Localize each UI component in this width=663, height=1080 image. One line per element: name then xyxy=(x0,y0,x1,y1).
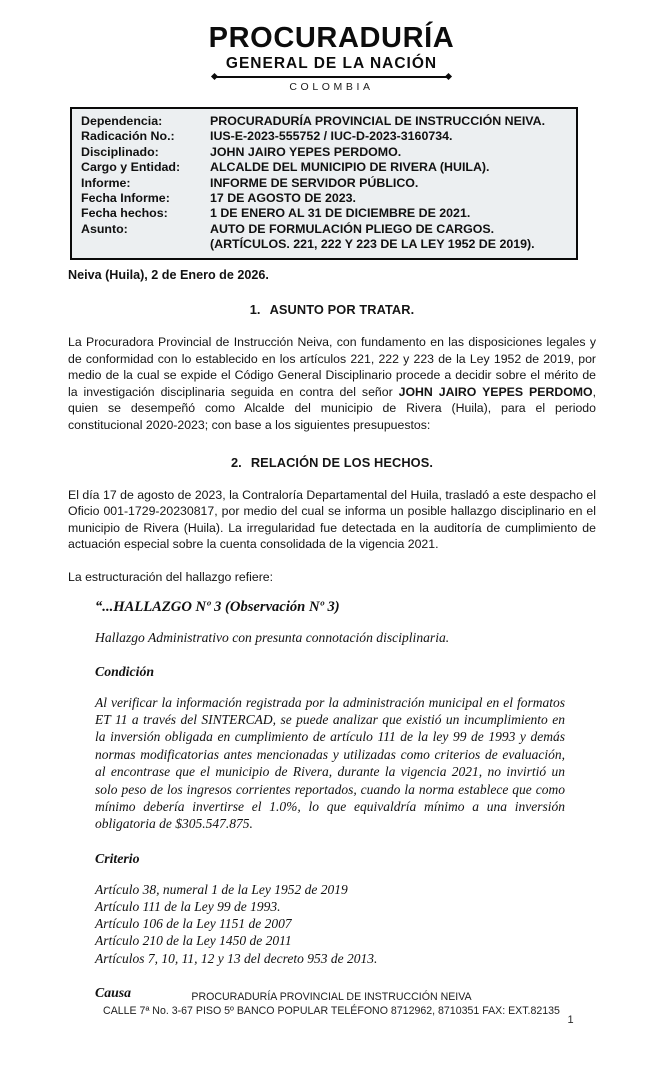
disciplinado-name: JOHN JAIRO YEPES PERDOMO xyxy=(398,384,593,399)
info-row-asunto-continuation xyxy=(81,237,569,252)
section-title: RELACIÓN DE LOS HECHOS. xyxy=(250,454,434,470)
letterhead-divider-rule xyxy=(212,74,451,80)
section-heading-asunto-por-tratar xyxy=(68,302,596,317)
footer-office-line: PROCURADURÍA PROVINCIAL DE INSTRUCCIÓN NEIVA xyxy=(191,991,472,1003)
dateline: Neiva (Huila), 2 de Enero de 2026. xyxy=(68,268,269,282)
info-label: Asunto: xyxy=(81,221,128,236)
info-label: Radicación No.: xyxy=(81,129,175,144)
info-row-fecha-informe xyxy=(81,191,569,206)
info-value: 1 DE ENERO AL 31 DE DICIEMBRE DE 2021. xyxy=(210,206,471,221)
finding-condicion-text: Al verificar la información registrada por la administración municipal en el formatos ET 11 a través del SINTERCAD, se puede analizar que existió un incumplimiento en la inversión obligada en cumplimiento de artículo 111 de la ley 99 de 1993 y demás normas modificatorias antes mencionadas y utilizadas como criterios de evaluación, al encontrase que el municipio de Rivera, durante la vigencia 2021, no invirtió un solo peso de los ingresos corrientes reportados, cuando la norma establece que como mínimo debería invertirse el 1.0%, lo que equivaldría mínimo a una inversión obligatoria de $305.547.875. xyxy=(95,694,565,832)
info-row-disciplinado xyxy=(81,145,569,160)
info-row-informe xyxy=(81,176,569,191)
document-body xyxy=(68,268,596,1001)
info-label: Fecha hechos: xyxy=(81,206,168,221)
divider-dot-right-icon xyxy=(445,73,452,80)
paragraph-text-part2: , quien se desempeñó como Alcalde del municipio de Rivera (Huila), para el periodo constitucional 2020-2023; con base a los siguientes presupuestos: xyxy=(68,384,596,432)
finding-heading-condicion: Condición xyxy=(95,663,155,679)
paragraph-text-part1: La Procuradora Provincial de Instrucción Neiva, con fundamento en las disposiciones legales y de conformidad con lo establecido en los artículos 221, 222 y 223 de la Ley 1952 de 2019, por medio de la cual se expide el Código General Disciplinario procede a decidir sobre el mérito de la investigación disciplinaria seguida en contra del señor xyxy=(68,335,596,399)
letterhead-country: COLOMBIA xyxy=(289,80,374,93)
section-title: ASUNTO POR TRATAR. xyxy=(269,302,415,317)
info-row-asunto xyxy=(81,222,569,237)
divider-bar xyxy=(216,76,447,78)
finding-criterio-list xyxy=(95,881,593,967)
criterio-item: Artículo 106 de la Ley 1151 de 2007 xyxy=(95,916,292,932)
info-value: AUTO DE FORMULACIÓN PLIEGO DE CARGOS. xyxy=(210,221,495,236)
info-value: IUS-E-2023-555752 / IUC-D-2023-3160734. xyxy=(210,129,453,144)
info-value: JOHN JAIRO YEPES PERDOMO. xyxy=(210,144,402,159)
info-value: 17 DE AGOSTO DE 2023. xyxy=(210,191,356,206)
info-label: Fecha Informe: xyxy=(81,191,170,206)
info-label: Dependencia: xyxy=(81,114,163,128)
finding-heading-causa: Causa xyxy=(95,984,132,1000)
info-value-continuation: (ARTÍCULOS. 221, 222 Y 223 DE LA LEY 1952 DE 2019). xyxy=(210,237,535,252)
lead-in-text: La estructuración del hallazgo refiere: xyxy=(68,569,274,584)
finding-heading-criterio: Criterio xyxy=(95,850,140,866)
section-heading-relacion-hechos xyxy=(68,455,596,470)
page-number: 1 xyxy=(567,1014,574,1026)
info-row-dependencia xyxy=(81,114,569,129)
info-value: INFORME DE SERVIDOR PÚBLICO. xyxy=(210,175,419,190)
finding-subtitle: Hallazgo Administrativo con presunta connotación disciplinaria. xyxy=(95,629,450,645)
info-row-fecha-hechos xyxy=(81,206,569,221)
paragraph-asunto xyxy=(68,334,596,434)
section-number: 1. xyxy=(249,302,261,317)
finding-title: “...HALLAZGO Nº 3 (Observación Nº 3) xyxy=(95,598,340,615)
info-value: PROCURADURÍA PROVINCIAL DE INSTRUCCIÓN NEIVA. xyxy=(210,114,546,128)
criterio-item: Artículo 210 de la Ley 1450 de 2011 xyxy=(95,933,292,949)
case-info-box xyxy=(70,107,578,260)
criterio-item: Artículo 111 de la Ley 99 de 1993. xyxy=(95,898,281,914)
info-label: Disciplinado: xyxy=(81,144,159,159)
letterhead-title: PROCURADURÍA xyxy=(208,22,455,54)
letterhead-subtitle: GENERAL DE LA NACIÓN xyxy=(225,55,438,72)
footer-address-line: CALLE 7ª No. 3-67 PISO 5º BANCO POPULAR TELÉFONO 8712962, 8710351 FAX: EXT.82135 xyxy=(103,1005,560,1017)
letterhead xyxy=(0,0,663,93)
section-number: 2. xyxy=(230,454,242,470)
info-row-cargo-entidad xyxy=(81,160,569,175)
info-value: ALCALDE DEL MUNICIPIO DE RIVERA (HUILA). xyxy=(210,160,490,175)
info-label: Informe: xyxy=(81,175,131,190)
finding-quote-block xyxy=(95,599,593,1001)
info-label: Cargo y Entidad: xyxy=(81,160,181,175)
criterio-item: Artículo 38, numeral 1 de la Ley 1952 de 2019 xyxy=(95,881,348,897)
info-row-radicacion xyxy=(81,129,569,144)
criterio-item: Artículos 7, 10, 11, 12 y 13 del decreto 953 de 2013. xyxy=(95,950,378,966)
paragraph-hechos: El día 17 de agosto de 2023, la Contraloría Departamental del Huila, trasladó a este despacho el Oficio 001-1729-20230817, por medio del cual se informa un posible hallazgo disciplinario en el municipio de Rivera (Huila). La irregularidad fue detectada en la auditoría de cumplimiento de actuación especial sobre la cuenta consolidada de la vigencia 2021. xyxy=(68,487,596,552)
